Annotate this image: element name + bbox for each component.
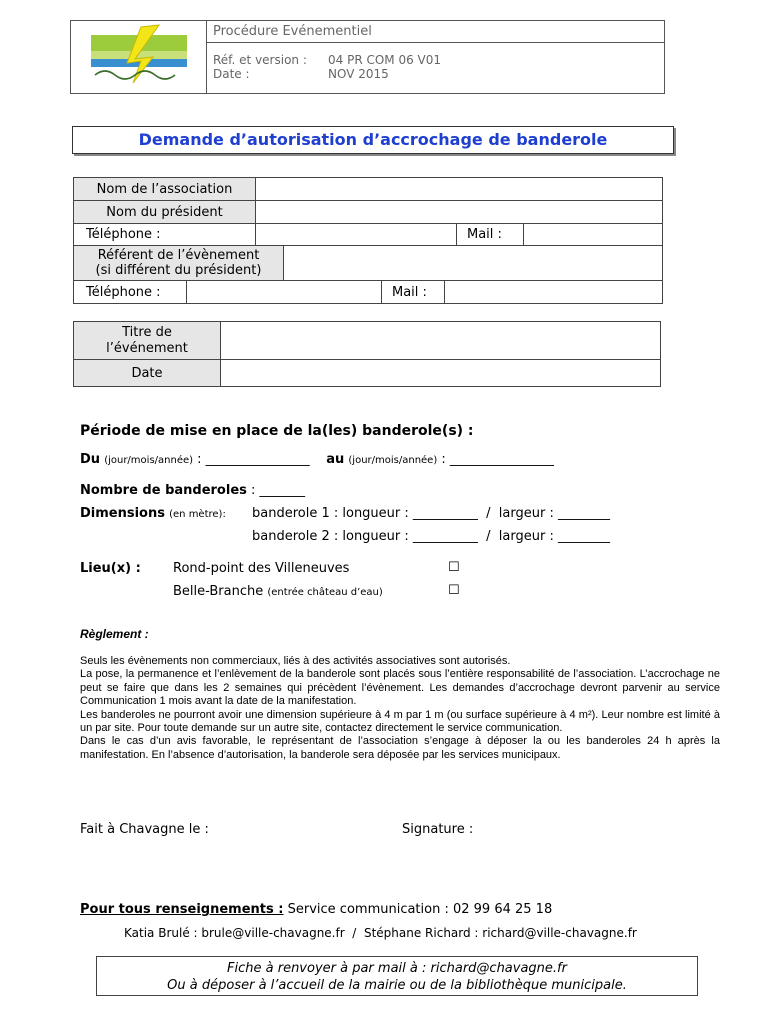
referent-label-line2: (si différent du président) <box>95 263 262 278</box>
reglement-p1: Seuls les évènements non commerciaux, liés à des activités associatives sont autorisés. <box>80 655 511 667</box>
du-label: Du <box>80 452 101 467</box>
dimensions-label: Dimensions <box>80 506 165 521</box>
dimensions-hint: (en mètre): <box>169 509 226 520</box>
ref-value: 04 PR COM 06 V01 <box>328 53 442 67</box>
contact-form-table <box>73 177 663 246</box>
procedure-label: Procédure Evénementiel <box>207 21 664 43</box>
reglement-heading: Règlement : <box>80 627 149 641</box>
mail-field[interactable] <box>524 224 663 246</box>
dimensions-line <box>80 506 226 521</box>
event-date-label: Date <box>74 360 221 387</box>
reglement-p3: Les banderoles ne pourront avoir une dimension supérieure à 4 m par 1 m (ou surface supérieure à 4 m²). Leur nombre est limité à un par site. Pour toute demande sur un autre site, contactez directement le service communication. <box>80 708 720 735</box>
president-label: Nom du président <box>74 201 256 224</box>
nombre-field[interactable]: : _______ <box>251 483 306 498</box>
date-value: NOV 2015 <box>328 67 389 81</box>
mail-label: Mail : <box>457 224 524 246</box>
referent-field[interactable] <box>284 246 663 281</box>
ref-label: Réf. et version : <box>213 53 307 67</box>
referent-form-table <box>73 245 663 281</box>
event-title-line2: l’événement <box>106 340 188 356</box>
reglement-p2: La pose, la permanence et l’enlèvement de la banderole sont placés sous l’entière responsabilité de l’association. L’accrochage ne peut se faire que dans les 2 semaines qui précèdent l’évènement. Les demandes d’accrochage devront parvenir au service Communication 1 mois avant la date de la manifestation. <box>80 668 720 708</box>
return-line1: Fiche à renvoyer à par mail à : richard@chavagne.fr <box>227 961 567 976</box>
nombre-label: Nombre de banderoles <box>80 483 247 498</box>
lieu1-checkbox[interactable]: ☐ <box>448 560 460 575</box>
contact-service: Service communication : 02 99 64 25 18 <box>287 902 553 917</box>
nombre-line <box>80 483 305 498</box>
du-hint: (jour/mois/année) <box>104 455 194 466</box>
return-line2: Ou à déposer à l’accueil de la mairie ou de la bibliothèque municipale. <box>167 978 627 993</box>
lieu1-label: Rond-point des Villeneuves <box>173 561 350 576</box>
president-field[interactable] <box>256 201 663 224</box>
referent-label-line1: Référent de l’évènement <box>97 248 260 263</box>
event-title-field[interactable] <box>221 322 661 360</box>
mail2-field[interactable] <box>445 281 663 304</box>
phone2-label: Téléphone : <box>74 281 187 304</box>
signature-label: Signature : <box>402 822 474 837</box>
date-label: Date : <box>213 67 250 81</box>
lieu2-label: Belle-Branche <box>173 584 264 599</box>
period-line <box>80 452 554 467</box>
return-instructions-box <box>96 956 698 996</box>
referent-label <box>74 246 284 281</box>
event-date-field[interactable] <box>221 360 661 387</box>
document-header <box>70 20 665 94</box>
chavagne-logo <box>71 21 207 93</box>
mail2-label: Mail : <box>382 281 445 304</box>
phone2-form-table <box>73 280 663 304</box>
banderole2-field[interactable]: banderole 2 : longueur : __________ / largeur : ________ <box>252 529 610 544</box>
document-title: Demande d’autorisation d’accrochage de banderole <box>72 126 674 154</box>
du-field[interactable]: : ________________ <box>197 452 310 467</box>
phone-label: Téléphone : <box>74 224 256 246</box>
contact-line <box>80 902 552 917</box>
lieu2-checkbox[interactable]: ☐ <box>448 583 460 598</box>
lieu-label: Lieu(x) : <box>80 561 141 576</box>
lieu2-hint: (entrée château d’eau) <box>267 587 383 598</box>
lieu2-line <box>173 584 383 599</box>
phone2-field[interactable] <box>187 281 382 304</box>
phone-field[interactable] <box>256 224 457 246</box>
banderole1-field[interactable]: banderole 1 : longueur : __________ / largeur : ________ <box>252 506 610 521</box>
reglement-body <box>80 655 720 762</box>
event-title-line1: Titre de <box>122 324 172 340</box>
association-field[interactable] <box>256 178 663 201</box>
event-form-table <box>73 321 661 387</box>
fait-label: Fait à Chavagne le : <box>80 822 209 837</box>
periode-heading: Période de mise en place de la(les) banderole(s) : <box>80 423 474 439</box>
au-label: au <box>326 452 345 467</box>
association-label: Nom de l’association <box>74 178 256 201</box>
contact-names: Katia Brulé : brule@ville-chavagne.fr / Stéphane Richard : richard@ville-chavagne.fr <box>124 926 637 940</box>
contact-label: Pour tous renseignements : <box>80 902 284 917</box>
reglement-p4: Dans le cas d’un avis favorable, le représentant de l’association s’engage à déposer la ou les banderoles 24 h après la manifestation. En l’absence d’autorisation, la banderole sera déposée par les services municipaux. <box>80 735 720 761</box>
au-field[interactable]: : ________________ <box>441 452 554 467</box>
au-hint: (jour/mois/année) <box>348 455 438 466</box>
event-title-label <box>74 322 221 360</box>
